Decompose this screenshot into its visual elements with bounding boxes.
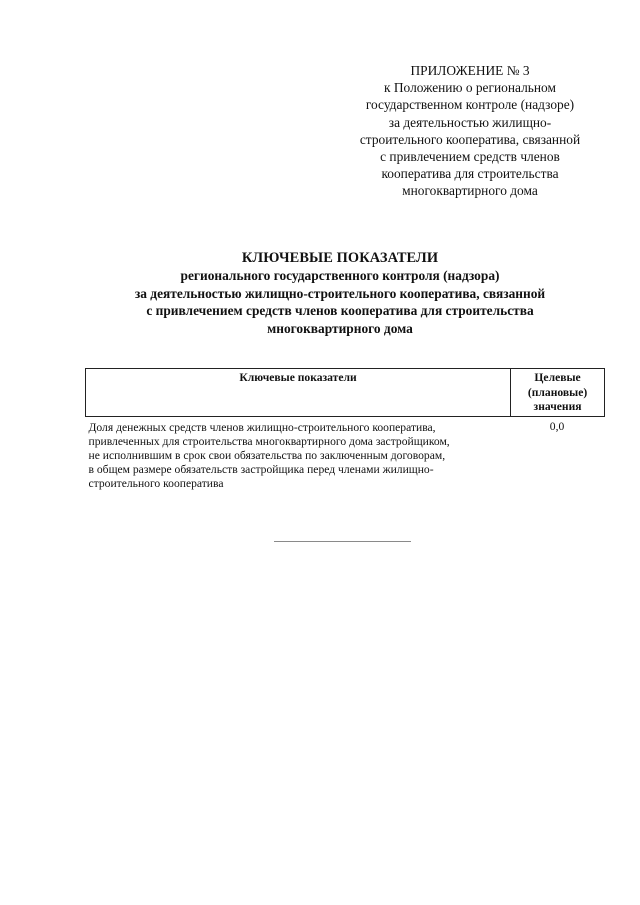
appendix-header [340, 62, 600, 200]
header-target-line: Целевые [534, 371, 581, 384]
indicator-line: строительного кооператива [88, 477, 224, 491]
appendix-text-line: строительного кооператива, связанной [359, 131, 581, 147]
header-target-line: значения [533, 400, 582, 413]
title-main: КЛЮЧЕВЫЕ ПОКАЗАТЕЛИ [241, 250, 439, 266]
title-subtitle-line: за деятельностью жилищно-строительного кооператива, связанной [134, 285, 546, 301]
indicator-cell [86, 416, 511, 492]
indicator-line: Доля денежных средств членов жилищно-строительного кооператива, [88, 420, 436, 434]
table-header-row [86, 369, 605, 417]
title-subtitle-line: многоквартирного дома [267, 320, 413, 336]
appendix-text-line: кооператива для строительства [381, 166, 559, 182]
target-value-cell: 0,0 [549, 419, 565, 433]
indicator-line: привлеченных для строительства многоквартирного дома застройщиком, [88, 434, 450, 448]
indicator-line: не исполнившим в срок свои обязательства по заключенным договорам, [88, 448, 446, 462]
document-title [60, 249, 620, 337]
indicator-line: в общем размере обязательств застройщика перед членами жилищно- [88, 463, 434, 477]
appendix-text-line: многоквартирного дома [402, 183, 538, 199]
appendix-text-line: за деятельностью жилищно- [388, 114, 552, 130]
title-subtitle-line: с привлечением средств членов кооператива для строительства [146, 303, 534, 318]
header-target-values [511, 369, 605, 417]
appendix-number: ПРИЛОЖЕНИЕ № 3 [410, 63, 530, 78]
header-indicator: Ключевые показатели [86, 369, 511, 417]
appendix-text-line: с привлечением средств членов [380, 149, 560, 165]
appendix-text-line: государственном контроле (надзоре) [365, 97, 575, 113]
table-row [86, 416, 605, 492]
header-target-line: (плановые) [527, 385, 588, 399]
title-subtitle-line: регионального государственного контроля (надзора) [180, 268, 500, 283]
appendix-text-line: к Положению о региональном [384, 80, 556, 96]
key-indicators-table [85, 368, 605, 492]
end-divider-line [274, 541, 411, 542]
